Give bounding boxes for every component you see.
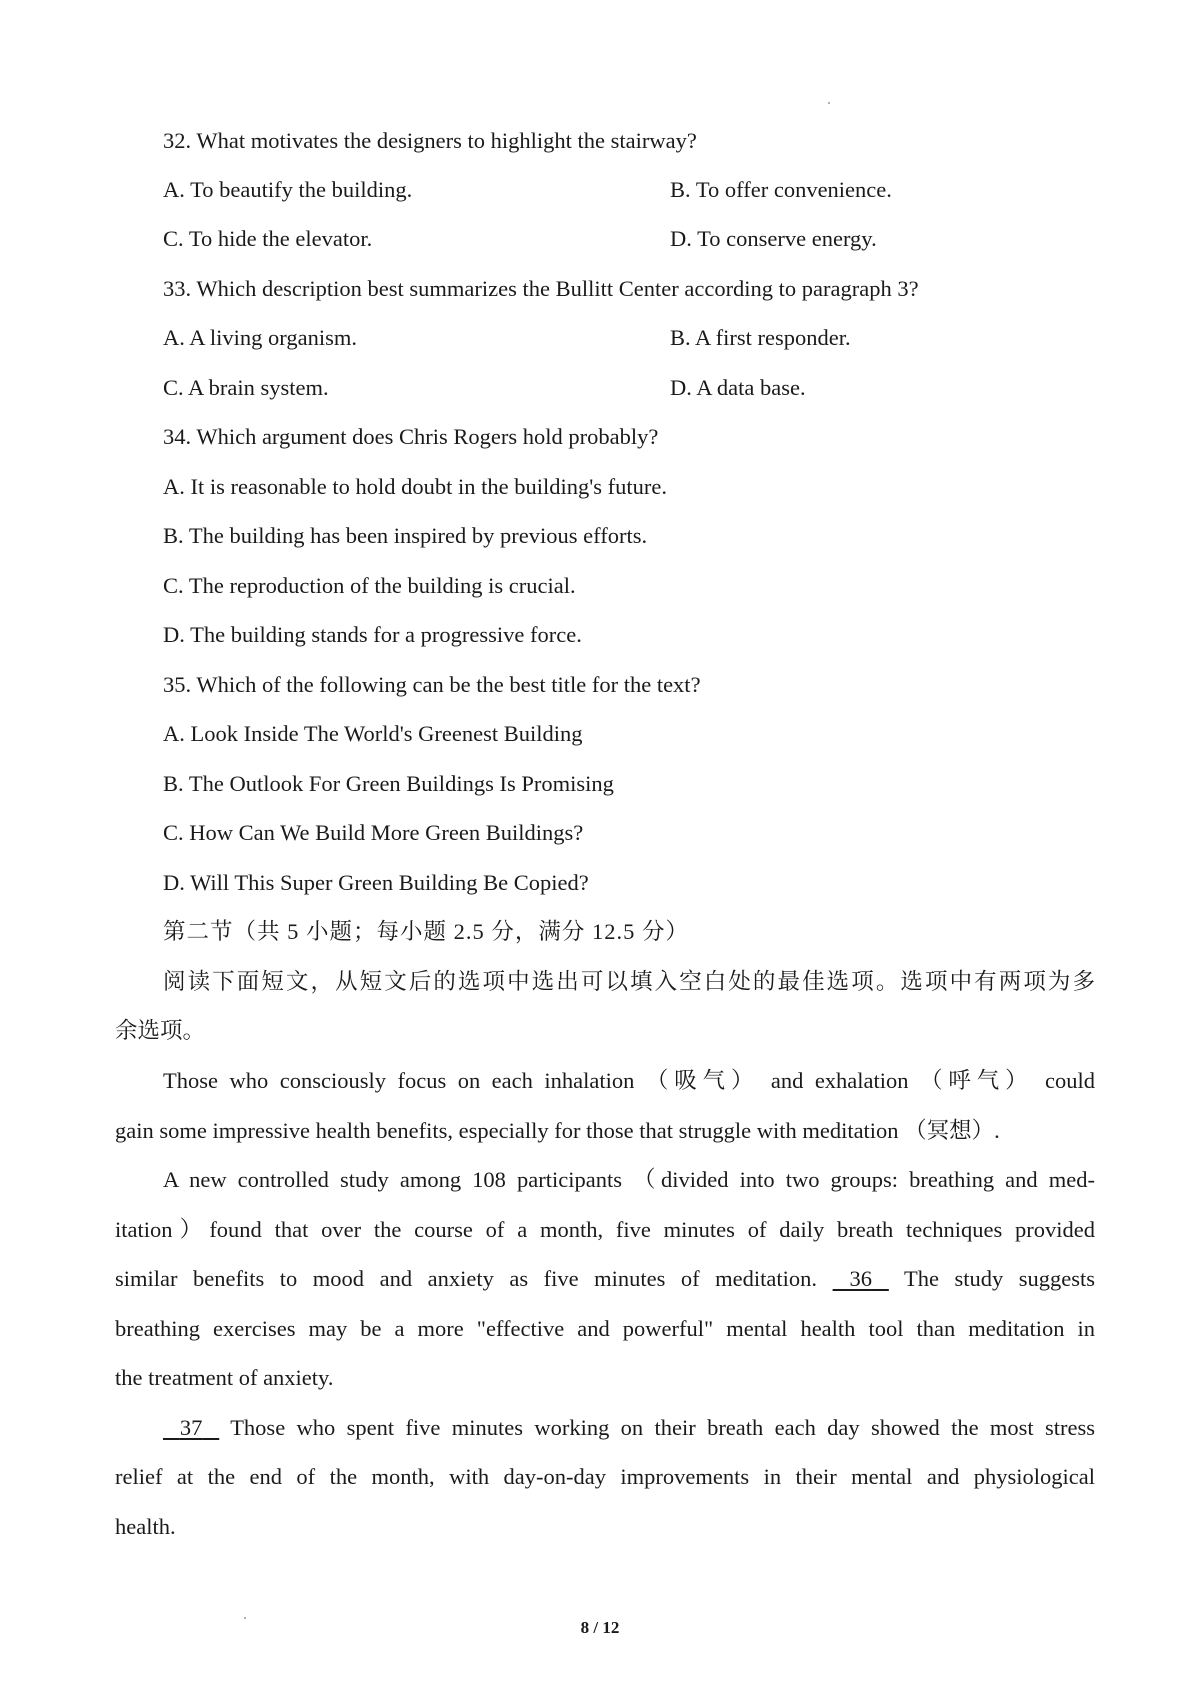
passage-line: A new controlled study among 108 participants （divided into two groups: breathing and med- <box>163 1167 1095 1192</box>
question-33-option-d: D. A data base. <box>670 375 806 400</box>
passage-line: health. <box>115 1514 176 1539</box>
passage-line: breathing exercises may be a more "effective and powerful" mental health tool than meditation in <box>115 1316 1095 1341</box>
question-35-option-c: C. How Can We Build More Green Buildings? <box>163 820 584 845</box>
question-32-stem: 32. What motivates the designers to highlight the stairway? <box>163 128 697 153</box>
question-33-option-b: B. A first responder. <box>670 325 851 350</box>
passage-text: The study suggests <box>903 1266 1096 1291</box>
passage-text: similar benefits to mood and anxiety as five minutes of meditation. <box>115 1266 818 1291</box>
passage-line: the treatment of anxiety. <box>115 1365 334 1390</box>
section-instruction-line: 余选项。 <box>115 1018 206 1043</box>
passage-line: Those who consciously focus on each inhalation （吸气） and exhalation （呼气） could <box>163 1068 1095 1093</box>
question-34-option-b: B. The building has been inspired by previous efforts. <box>163 523 648 548</box>
question-34-option-c: C. The reproduction of the building is crucial. <box>163 573 576 598</box>
blank-36 <box>833 1264 889 1294</box>
passage-line-with-blank <box>115 1413 1095 1443</box>
scan-speck <box>828 102 830 104</box>
question-35-option-d: D. Will This Super Green Building Be Copied? <box>163 870 589 895</box>
question-32-option-c: C. To hide the elevator. <box>163 226 373 251</box>
passage-line-with-blank <box>115 1264 1095 1294</box>
question-32-option-a: A. To beautify the building. <box>163 177 413 202</box>
question-34-option-d: D. The building stands for a progressive force. <box>163 622 582 647</box>
question-33-stem: 33. Which description best summarizes the Bullitt Center according to paragraph 3? <box>163 276 919 301</box>
question-32-option-d: D. To conserve energy. <box>670 226 877 251</box>
question-35-option-a: A. Look Inside The World's Greenest Building <box>163 721 583 746</box>
question-32-option-b: B. To offer convenience. <box>670 177 892 202</box>
blank-37 <box>163 1413 219 1443</box>
blank-number: 36 <box>849 1266 872 1291</box>
page-number: 8 / 12 <box>580 1618 620 1637</box>
passage-line: relief at the end of the month, with day-on-day improvements in their mental and physiological <box>115 1464 1095 1489</box>
passage-line: itation）found that over the course of a month, five minutes of daily breath techniques provided <box>115 1217 1095 1242</box>
question-34-option-a: A. It is reasonable to hold doubt in the building's future. <box>163 474 667 499</box>
question-35-option-b: B. The Outlook For Green Buildings Is Promising <box>163 771 614 796</box>
section-instruction-line: 阅读下面短文，从短文后的选项中选出可以填入空白处的最佳选项。选项中有两项为多 <box>163 969 1095 994</box>
blank-number: 37 <box>179 1415 203 1440</box>
question-33-option-a: A. A living organism. <box>163 325 357 350</box>
question-33-option-c: C. A brain system. <box>163 375 329 400</box>
passage-line: gain some impressive health benefits, especially for those that struggle with meditation （冥想）. <box>115 1118 1000 1143</box>
section-heading: 第二节（共 5 小题；每小题 2.5 分，满分 12.5 分） <box>163 919 690 944</box>
passage-text: Those who spent five minutes working on their breath each day showed the most stress <box>230 1415 1095 1440</box>
question-34-stem: 34. Which argument does Chris Rogers hold probably? <box>163 424 659 449</box>
question-35-stem: 35. Which of the following can be the best title for the text? <box>163 672 701 697</box>
